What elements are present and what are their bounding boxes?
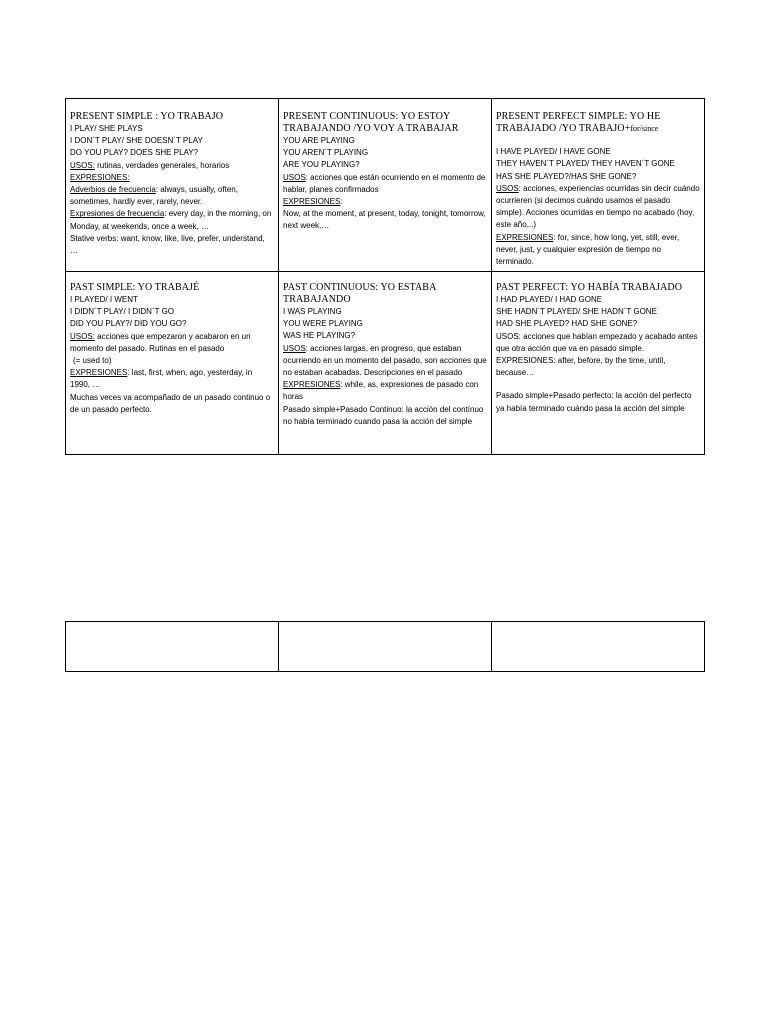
- present-simple-cell: [66, 99, 279, 272]
- example-line: I PLAYED/ I WENT: [70, 295, 138, 304]
- usos-line: [283, 172, 487, 196]
- note-line: Pasado simple+Pasado perfecto: la acción del perfecto ya había terminado cuándo pasa la acción del simple: [496, 391, 692, 413]
- note-line: Pasado simple+Pasado Continuo: la acción del contínuo no había terminado cuando pasa la acción del simple: [283, 404, 484, 426]
- example-line: HAS SHE PLAYED?/HAS SHE GONE?: [496, 171, 637, 181]
- example-line: I DON´T PLAY/ SHE DOESN´T PLAY: [70, 136, 203, 146]
- table-row: [66, 272, 705, 455]
- empty-cell: [492, 622, 705, 672]
- empty-cell: [279, 622, 492, 672]
- past-simple-cell: [66, 272, 279, 455]
- adverbios-label: Adverbios de frecuencia: [70, 185, 156, 195]
- expresiones-colon: :: [340, 197, 343, 207]
- expresiones-label: EXPRESIONES:: [70, 172, 130, 182]
- usos-text: : acciones que están ocurriendo en el momento de hablar, planes confirmados: [283, 172, 486, 194]
- table-row: [66, 99, 705, 272]
- usos-text: rutinas, verdades generales, horarios: [94, 160, 230, 170]
- usos-label: USOS: [283, 343, 306, 353]
- tenses-table: [65, 98, 705, 455]
- expresiones-body: Now, at the moment, at present, today, tonight, tomorrow, next week,…: [283, 209, 486, 231]
- empty-table: [65, 621, 705, 672]
- example-line: I PLAY/ SHE PLAYS: [70, 124, 143, 133]
- example-line: ARE YOU PLAYING?: [283, 160, 360, 170]
- expresiones-label: EXPRESIONES: [70, 368, 128, 378]
- expresiones-text: : while, as, expresiones de pasado con horas: [283, 380, 479, 402]
- spacer: [496, 135, 700, 146]
- usos-label: USOS:: [70, 331, 95, 341]
- expresiones-text: : last, first, when, ago, yesterday, in 1990, …: [70, 368, 253, 390]
- expresiones-line: [283, 379, 487, 403]
- present-perfect-cell: [492, 99, 705, 272]
- usos-label: USOS:: [70, 160, 95, 170]
- example-line: HAD SHE PLAYED? HAD SHE GONE?: [496, 319, 638, 329]
- present-perfect-title-2: TRABAJADO /YO TRABAJO+: [496, 123, 631, 134]
- past-simple-title: PAST SIMPLE: YO TRABAJÉ: [70, 282, 200, 293]
- used-to-line: (= used to): [73, 356, 112, 366]
- example-line: WAS HE PLAYING?: [283, 331, 356, 341]
- expresiones-line: EXPRESIONES: after, before, by the time, until, because…: [496, 356, 666, 378]
- usos-label: USOS: [283, 172, 306, 182]
- empty-cell: [66, 622, 279, 672]
- past-continuous-title-1: PAST CONTINUOUS: YO ESTABA: [283, 282, 437, 293]
- usos-text: : acciones largas, en progreso, que estaban ocurriendo en un momento del pasado, son acciones que no estaban acabadas. Descripciones en el pasado: [283, 343, 487, 378]
- example-line: THEY HAVEN´T PLAYED/ THEY HAVEN´T GONE: [496, 159, 675, 169]
- usos-line: [283, 343, 487, 380]
- expresiones-frecuencia-line: [70, 208, 274, 232]
- usos-line: [496, 183, 700, 232]
- past-perfect-cell: [492, 272, 705, 455]
- example-line: I HAD PLAYED/ I HAD GONE: [496, 295, 603, 304]
- expresiones-text: : for, since, how long, yet, still, ever, never, just, y cualquier expresión de tiempo no terminado.: [496, 232, 680, 267]
- note-line: Muchas veces va acompañado de un pasado continuo o de un pasado perfecto.: [70, 392, 271, 414]
- expresiones-label: EXPRESIONES: [283, 197, 341, 207]
- expresiones-label: EXPRESIONES: [496, 232, 554, 242]
- present-continuous-title-1: PRESENT CONTINUOUS: YO ESTOY: [283, 111, 451, 122]
- usos-label: USOS: [496, 183, 519, 193]
- usos-line: USOS: acciones que habían empezado y acabado antes que otra acción que va en pasado simple.: [496, 331, 698, 353]
- expresiones-frecuencia-label: Expresiones de frecuencia: [70, 209, 165, 219]
- example-line: DID YOU PLAY?/ DID YOU GO?: [70, 319, 187, 329]
- past-continuous-title-2: TRABAJANDO: [283, 294, 351, 305]
- usos-line: [70, 160, 274, 172]
- expresiones-label: EXPRESIONES: [283, 380, 341, 390]
- expresiones-line: [283, 196, 487, 208]
- usos-text: acciones que empezaron y acabaron en un momento del pasado. Rutinas en el pasado: [70, 331, 251, 353]
- usos-line: [70, 331, 274, 355]
- stative-verbs-line: Stative verbs: want, know, like, live, prefer, understand, …: [70, 233, 265, 256]
- expresiones-line: [70, 367, 274, 391]
- past-continuous-cell: [279, 272, 492, 455]
- example-line: I HAVE PLAYED/ I HAVE GONE: [496, 147, 611, 157]
- present-perfect-title-small: for/since: [630, 124, 659, 133]
- present-continuous-cell: [279, 99, 492, 272]
- expresiones-line: [496, 232, 700, 269]
- adverbios-line: [70, 184, 274, 208]
- present-perfect-title-2-line: [496, 123, 700, 135]
- example-line: I DIDN´T PLAY/ I DIDN´T GO: [70, 307, 175, 317]
- adverbios-text: : always, usually, often, sometimes, hardly ever, rarely, never.: [70, 185, 238, 207]
- present-simple-title: PRESENT SIMPLE : YO TRABAJO: [70, 111, 224, 122]
- example-line: YOU ARE PLAYING: [283, 136, 355, 145]
- example-line: SHE HADN´T PLAYED/ SHE HADN´T GONE: [496, 307, 657, 317]
- example-line: YOU WERE PLAYING: [283, 319, 363, 329]
- present-continuous-title-2: TRABAJANDO /YO VOY A TRABAJAR: [283, 123, 459, 134]
- past-perfect-title: PAST PERFECT: YO HABÍA TRABAJADO: [496, 282, 683, 293]
- present-perfect-title-1: PRESENT PERFECT SIMPLE: YO HE: [496, 111, 661, 122]
- example-line: DO YOU PLAY? DOES SHE PLAY?: [70, 148, 199, 158]
- expresiones-frecuencia-text: : every day, in the morning, on Monday, at weekends, once a week, …: [70, 209, 272, 231]
- usos-text: : acciones, experiencias ocurridas sin decir cuándo ocurrieren (si decimos cuándo usamos el pasado simple). Acciones ocurridas en tiempo no acabado (hoy, este año,..): [496, 183, 700, 230]
- example-line: YOU AREN´T PLAYING: [283, 148, 369, 158]
- table-row: [66, 622, 705, 672]
- example-line: I WAS PLAYING: [283, 307, 342, 316]
- spacer: [496, 379, 700, 390]
